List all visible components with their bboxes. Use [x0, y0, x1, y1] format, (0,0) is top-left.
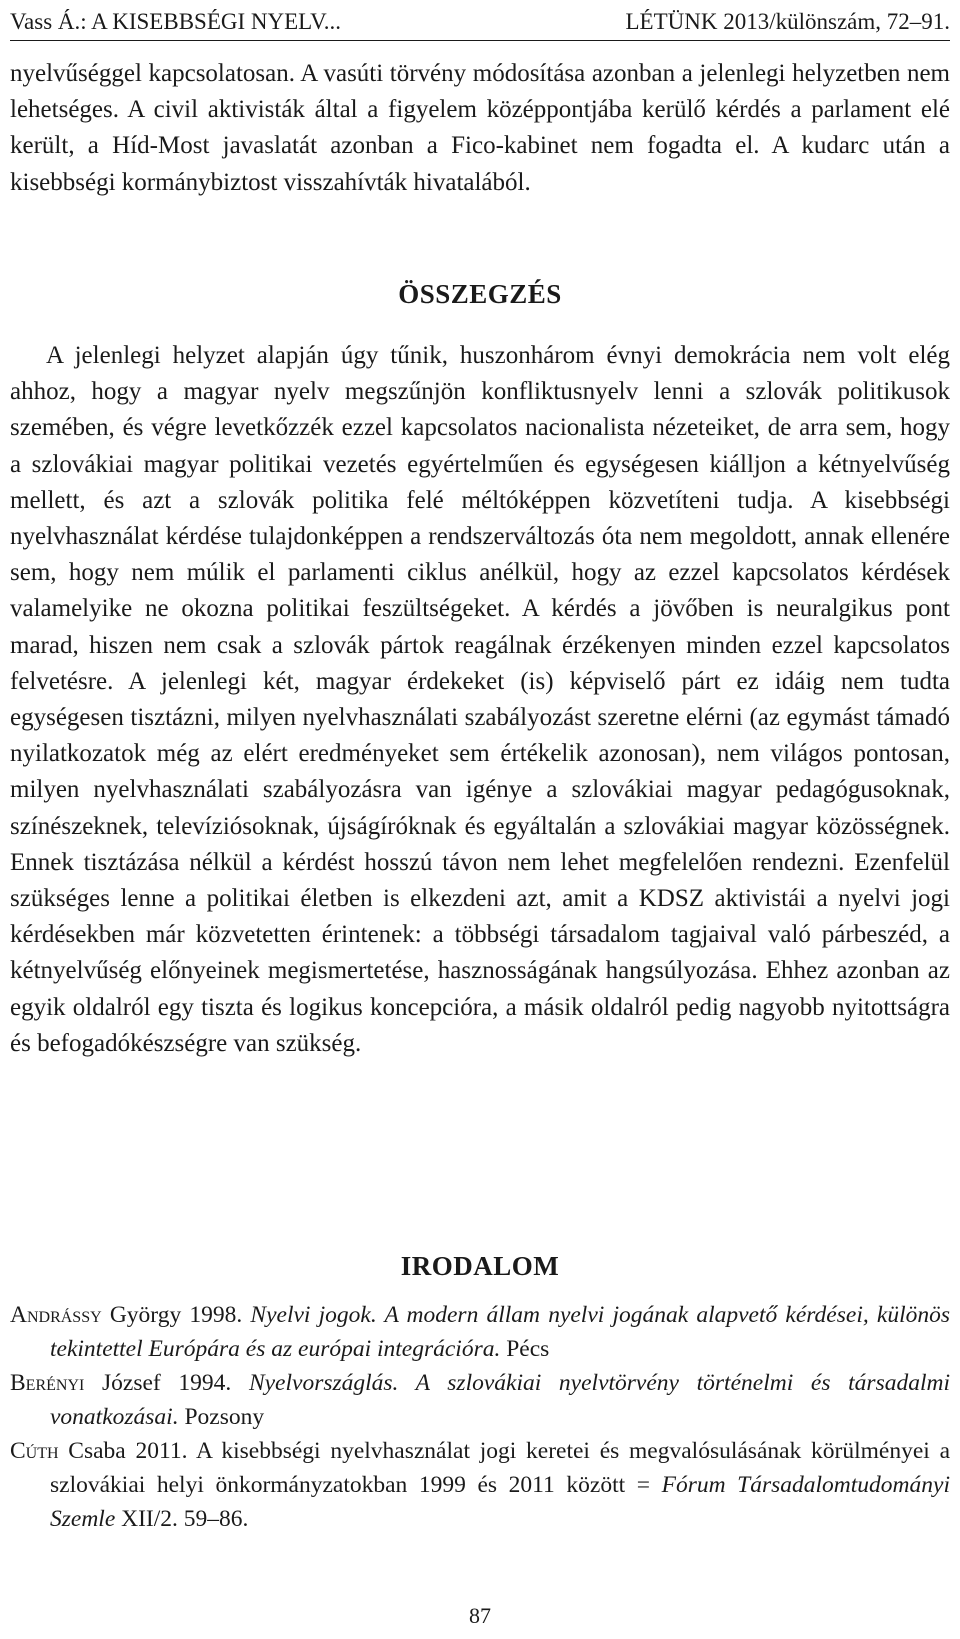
references-heading: IRODALOM [400, 1251, 560, 1281]
header-rule [10, 40, 950, 41]
reference-list [10, 1298, 950, 1536]
reference-author: Andrássy [10, 1302, 102, 1328]
summary-heading: ÖSSZEGZÉS [398, 279, 562, 309]
reference-place: Pécs [500, 1336, 550, 1362]
reference-volume-pages: XII/2. 59–86. [115, 1506, 249, 1532]
reference-item [10, 1434, 950, 1536]
reference-item [10, 1366, 950, 1434]
header-author-title: Vass Á.: A KISEBBSÉGI NYELV... [10, 9, 341, 34]
reference-author: Cúth [10, 1438, 59, 1464]
reference-article-title: A kisebbségi nyelvhasználat jogi keretei és megvalósulásának körülményei a szlovákiai helyi önkormányzatokban 1999 és 2011 között = [50, 1438, 951, 1498]
running-header [10, 6, 950, 38]
reference-name-year: György 1998. [101, 1302, 251, 1328]
reference-name-year: József 1994. [84, 1370, 249, 1396]
reference-item [10, 1298, 950, 1366]
reference-title: Nyelvországlás. A szlovákiai nyelvtörvény történelmi és társadalmi vonatkozásai. [50, 1370, 950, 1430]
intro-paragraph: nyelvűséggel kapcsolatosan. A vasúti törvény módosítása azonban a jelenlegi helyzetben nem lehetséges. A civil aktivisták által a figyelem középpontjába kerülő kérdés a parlament elé került, a Híd-Most javaslatát azonban a Fico-kabinet nem fogadta el. A kudarc után a kisebbségi kormánybiztost visszahívták hivatalából. [10, 60, 950, 196]
header-journal-info: LÉTÜNK 2013/különszám, 72–91. [625, 9, 950, 34]
page-number: 87 [469, 1603, 491, 1628]
reference-title: Nyelvi jogok. A modern állam nyelvi jogának alapvető kérdései, különös tekintettel Európára és az európai integrációra. [50, 1302, 950, 1362]
reference-author: Berényi [10, 1370, 85, 1396]
reference-journal: Fórum Társadalomtudományi Szemle [50, 1472, 950, 1532]
reference-place: Pozsony [178, 1404, 265, 1430]
summary-paragraph: A jelenlegi helyzet alapján úgy tűnik, huszonhárom évnyi demokrácia nem volt elég ahhoz, hogy a magyar nyelv megszűnjön konfliktusnyelv lenni a szlovák politikusok szemében, és végre levetkőzzék ezzel kapcsolatos nacionalista nézeteiket, de arra sem, hogy a szlovákiai magyar politikai vezetés egyértelműen és egységesen kiálljon a kétnyelvűség mellett, és azt a szlovák politika felé méltóképpen közvetíteni tudja. A kisebbségi nyelvhasználat kérdése tulajdonképpen a rendszerváltozás óta nem megoldott, annak ellenére sem, hogy nem múlik el parlamenti ciklus anélkül, hogy az ezzel kapcsolatos kérdések valamelyike ne okozna politikai feszültségeket. A kérdés a jövőben is neuralgikus pont marad, hiszen nem csak a szlovák pártok reagálnak érzékenyen minden ezzel kapcsolatos felvetésre. A jelenlegi két, magyar érdekeket (is) képviselő párt ez idáig nem tudta egységesen tisztázni, milyen nyelvhasználati szabályozást szeretne elérni (az egymást támadó nyilatkozatok még az elért eredményeket sem értékelik azonosan), nem világos pontosan, milyen nyelvhasználati szabályozásra van igénye a szlovákiai magyar pedagógusoknak, színészeknek, televíziósoknak, újságíróknak és egyáltalán a szlovákiai magyar közösségnek. Ennek tisztázása nélkül a kérdést hosszú távon nem lehet megfelelően rendezni. Ezenfelül szükséges lenne a politikai életben is elkezdeni azt, amit a KDSZ aktivistái a nyelvi jogi kérdésekben már közvetetten érintenek: a többségi társadalom tagjaival való párbeszéd, a kétnyelvűség előnyeinek megismertetése, hasznosságának hangsúlyozása. Ehhez azonban az egyik oldalról egy tiszta és logikus koncepcióra, a másik oldalról pedig nagyobb nyitottságra és befogadókészségre van szükség. [10, 342, 950, 1057]
reference-name-year: Csaba 2011. [58, 1438, 196, 1464]
